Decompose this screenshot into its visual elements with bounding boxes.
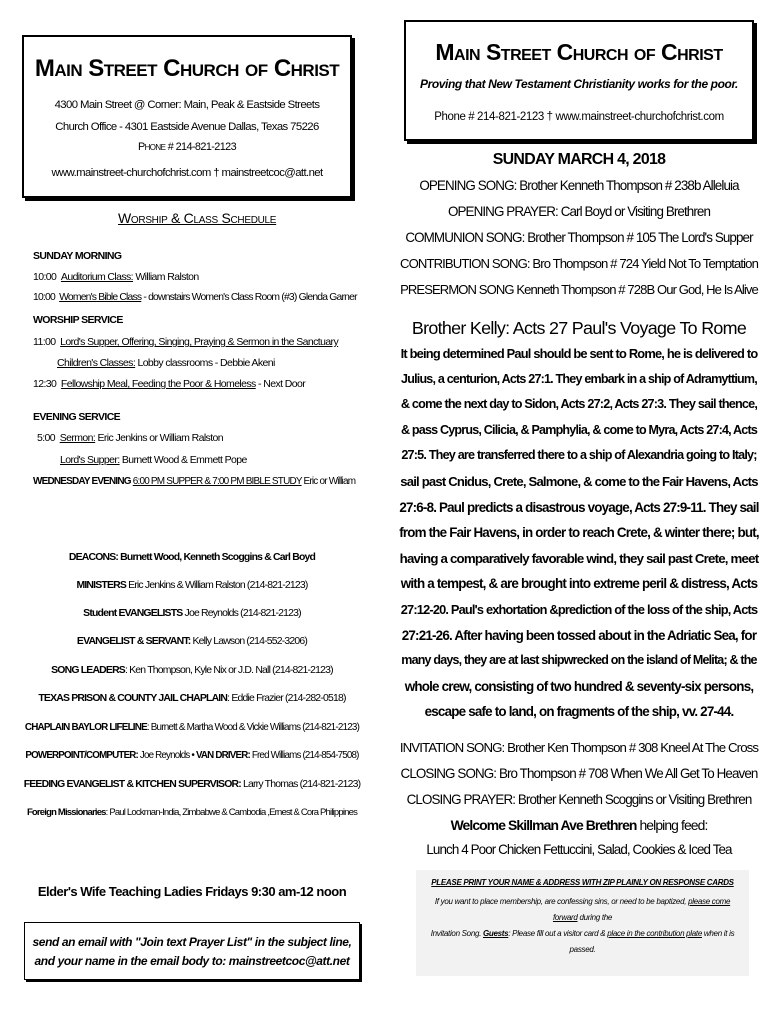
- left-church-title: Main Street Church of Christ: [34, 55, 340, 82]
- elders-wife-note: Elder's Wife Teaching Ladies Fridays 9:30 am-12 noon: [37, 884, 347, 899]
- welcome-line: Welcome Skillman Ave Brethren helping feed:: [450, 817, 708, 833]
- sunday-morning-heading: SUNDAY MORNING: [33, 250, 122, 262]
- sermon-line: 27:21-26. After having been tossed about in the Adriatic Sea, for: [401, 627, 757, 643]
- staff-deacons: DEACONS: Burnett Wood, Kenneth Scoggins & Carl Boyd: [68, 552, 316, 563]
- office-address: Church Office - 4301 Eastside Avenue Dallas, Texas 75226: [55, 121, 319, 133]
- response-card-note: [416, 870, 749, 976]
- sermon-line: 27:5. They are transferred there to a ship of Alexandria going to Italy;: [401, 448, 757, 463]
- lunch-menu: Lunch 4 Poor Chicken Fettuccini, Salad, Cookies & Iced Tea: [426, 842, 732, 857]
- left-web-email: www.mainstreet-churchofchrist.com † mainstreetcoc@att.net: [51, 167, 323, 179]
- schedule-row: Children's Classes: Lobby classrooms - Debbie Akeni: [57, 357, 275, 369]
- presermon-song: PRESERMON SONG Kenneth Thompson # 728B Our God, He Is Alive: [400, 282, 758, 297]
- left-phone: Phone # 214-821-2123: [137, 141, 237, 153]
- street-address: 4300 Main Street @ Corner: Main, Peak & Eastside Streets: [54, 99, 320, 111]
- response-card-text: If you want to place membership, are confessing sins, or need to be baptized, please come forward during the Invitation Song. Guests: Please fill out a visitor card & place in the contribution plate when it is passed.: [430, 897, 735, 954]
- response-card-heading: PLEASE PRINT YOUR NAME & ADDRESS WITH ZIP PLAINLY ON RESPONSE CARDS: [431, 878, 734, 887]
- prayer-list-box: [24, 922, 360, 980]
- sermon-line: whole crew, consisting of two hundred & seventy-six persons,: [404, 678, 754, 694]
- communion-song: COMMUNION SONG: Brother Thompson # 105 The Lord's Supper: [405, 230, 753, 245]
- schedule-title: Worship & Class Schedule: [118, 210, 277, 226]
- sermon-line: many days, they are at last shipwrecked on the island of Melita; & the: [401, 653, 757, 668]
- sermon-line: from the Fair Havens, in order to reach Crete, & winter there; but,: [399, 525, 759, 541]
- sermon-line: & pass Cyprus, Cilicia, & Pamphylia, & come to Myra, Acts 27:4, Acts: [400, 422, 758, 437]
- schedule-row: 10:00 Auditorium Class: William Ralston: [33, 271, 199, 283]
- staff-missionaries: Foreign Missionaries: Paul Lockman-India, Zimbabwe & Cambodia ,Ernest & Cora Philippines: [26, 807, 358, 818]
- schedule-row: 11:00 Lord's Supper, Offering, Singing, Praying & Sermon in the Sanctuary: [33, 336, 339, 348]
- schedule-row: 5:00 Sermon: Eric Jenkins or William Ralston: [37, 432, 224, 444]
- staff-ministers: MINISTERS Eric Jenkins & William Ralston (214-821-2123): [76, 580, 308, 591]
- evening-service-heading: EVENING SERVICE: [33, 411, 121, 423]
- sermon-line: Julius, a centurion, Acts 27:1. They embark in a ship of Adramyttium,: [401, 371, 757, 386]
- sermon-line: having a comparatively favorable wind, they sail past Crete, meet: [399, 550, 759, 566]
- wednesday-row: WEDNESDAY EVENING 6:00 PM SUPPER & 7:00 PM BIBLE STUDY Eric or William: [33, 476, 356, 487]
- staff-evangelist-servant: EVANGELIST & SERVANT: Kelly Lawson (214-552-3206): [76, 636, 308, 647]
- sermon-line: 27:12-20. Paul's exhortation &prediction of the loss of the ship, Acts: [400, 602, 758, 617]
- sermon-title: Brother Kelly: Acts 27 Paul's Voyage To Rome: [411, 318, 747, 338]
- tagline: Proving that New Testament Christianity works for the poor.: [419, 77, 738, 91]
- staff-song-leaders: SONG LEADERS: Ken Thompson, Kyle Nix or J.D. Nall (214-821-2123): [51, 665, 333, 676]
- contribution-song: CONTRIBUTION SONG: Bro Thompson # 724 Yield Not To Temptation: [400, 256, 758, 271]
- prayer-list-text: send an email with "Join text Prayer List" in the subject line, and your name in the email body to: mainstreetcoc@att.net: [32, 935, 352, 968]
- opening-prayer: OPENING PRAYER: Carl Boyd or Visiting Brethren: [447, 204, 711, 219]
- service-date: SUNDAY MARCH 4, 2018: [492, 151, 666, 168]
- schedule-row: 12:30 Fellowship Meal, Feeding the Poor & Homeless - Next Door: [33, 378, 306, 390]
- opening-song: OPENING SONG: Brother Kenneth Thompson # 238b Alleluia: [419, 178, 739, 193]
- right-church-title: Main Street Church of Christ: [435, 39, 723, 65]
- sermon-line: with a tempest, & are brought into extreme peril & distress, Acts: [400, 576, 758, 592]
- sermon-line: escape safe to land, on fragments of the ship, vv. 27-44.: [424, 704, 734, 720]
- staff-student-evangelists: Student EVANGELISTS Joe Reynolds (214-821-2123): [83, 608, 301, 619]
- worship-service-heading: WORSHIP SERVICE: [33, 314, 123, 326]
- closing-prayer: CLOSING PRAYER: Brother Kenneth Scoggins or Visiting Brethren: [406, 792, 752, 807]
- invitation-song: INVITATION SONG: Brother Ken Thompson # 308 Kneel At The Cross: [399, 740, 759, 755]
- sermon-line: It being determined Paul should be sent to Rome, he is delivered to: [400, 346, 758, 361]
- right-contact: Phone # 214-821-2123 † www.mainstreet-churchofchrist.com: [434, 111, 724, 123]
- sermon-line: & come the next day to Sidon, Acts 27:2, Acts 27:3. They sail thence,: [400, 397, 758, 412]
- right-church-header: [404, 20, 754, 141]
- staff-powerpoint-van: POWERPOINT/COMPUTER: Joe Reynolds • VAN DRIVER: Fred Williams (214-854-7508): [25, 750, 359, 761]
- closing-song: CLOSING SONG: Bro Thompson # 708 When We All Get To Heaven: [400, 766, 758, 781]
- staff-feeding: FEEDING EVANGELIST & KITCHEN SUPERVISOR: Larry Thomas (214-821-2123): [23, 779, 361, 790]
- sermon-line: sail past Cnidus, Crete, Salmone, & come to the Fair Havens, Acts: [400, 474, 758, 489]
- sermon-line: 27:6-8. Paul predicts a disastrous voyage, Acts 27:9-11. They sail: [399, 499, 759, 515]
- staff-chaplain: TEXAS PRISON & COUNTY JAIL CHAPLAIN: Eddie Frazier (214-282-0518): [38, 693, 346, 704]
- staff-baylor: CHAPLAIN BAYLOR LIFELINE: Burnett & Martha Wood & Vickie Williams (214-821-2123): [24, 722, 360, 733]
- left-church-header: [22, 35, 352, 198]
- schedule-row: Lord's Supper: Burnett Wood & Emmett Pope: [60, 454, 247, 466]
- schedule-row: 10:00 Women's Bible Class - downstairs Women's Class Room (#3) Glenda Garner: [33, 292, 357, 303]
